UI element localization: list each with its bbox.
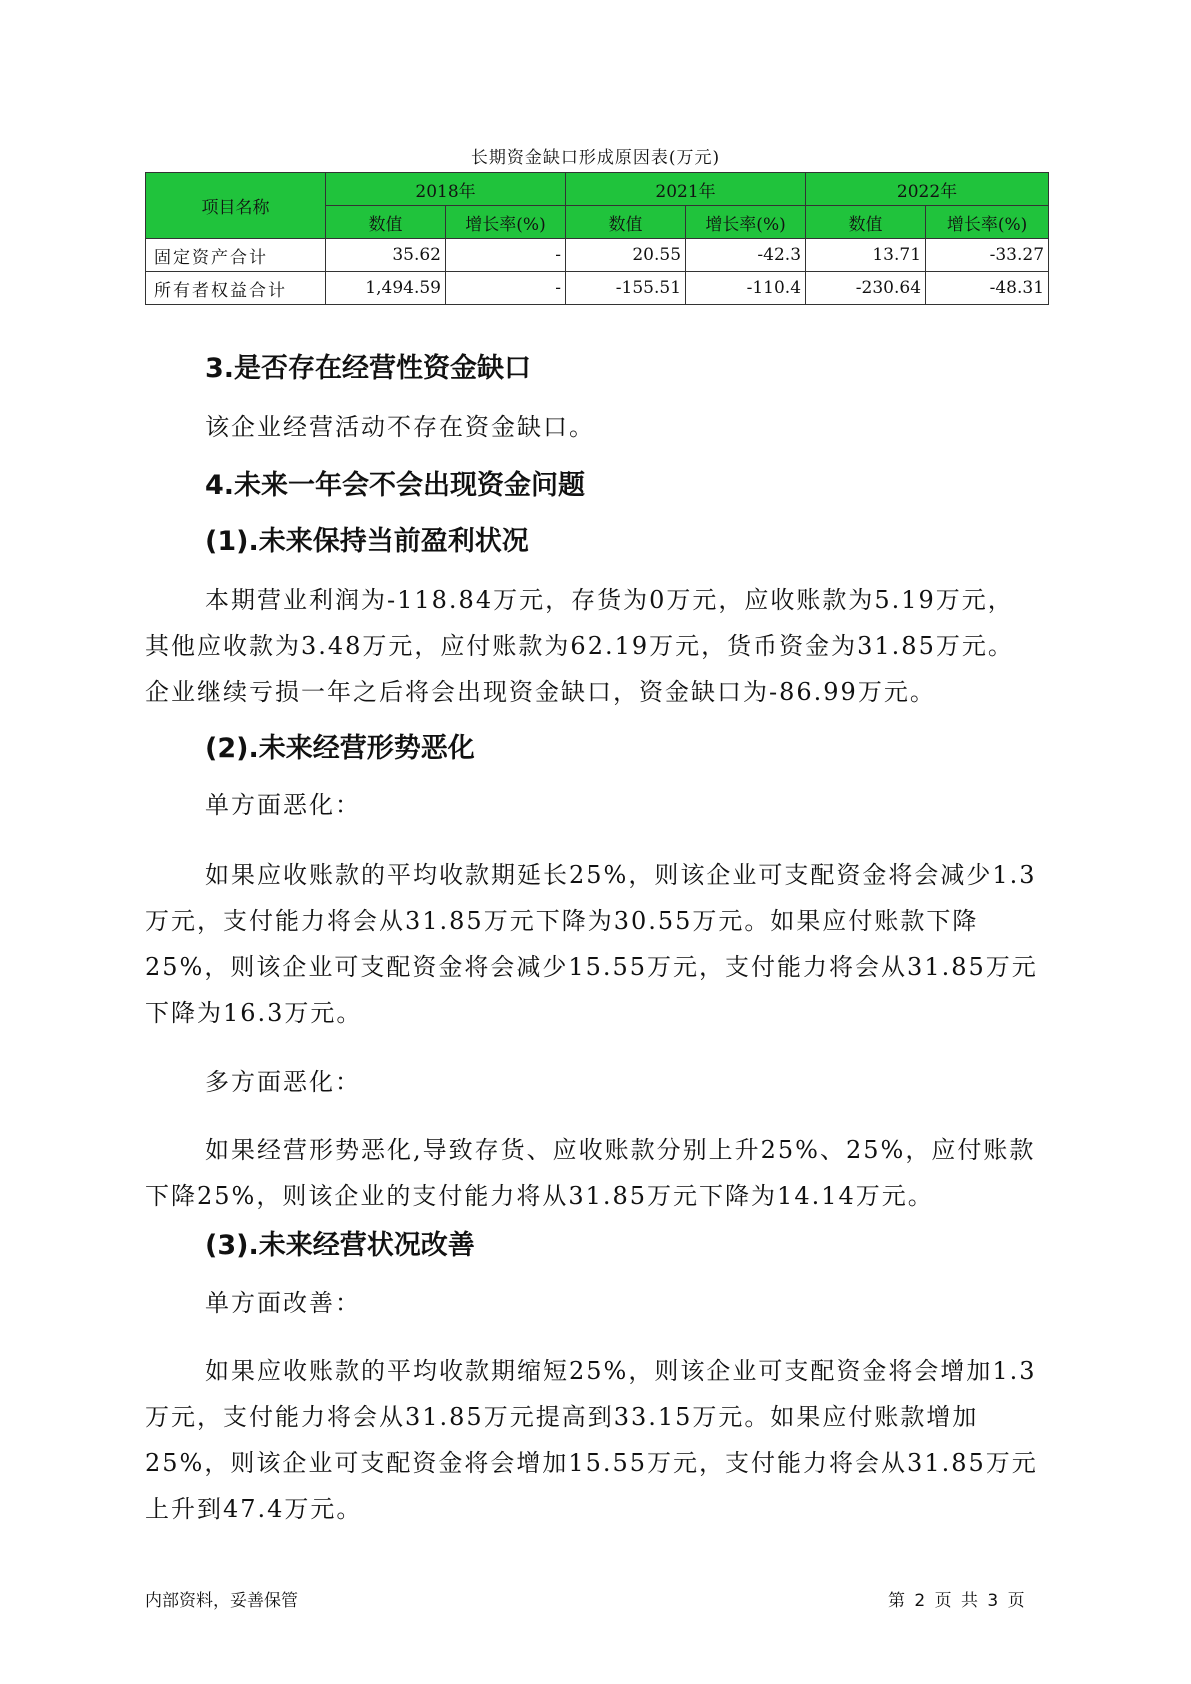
- growth-rate-header: 增长率(%): [926, 206, 1049, 239]
- subsection-heading: (1).未来保持当前盈利状况: [205, 526, 529, 557]
- table-cell: -110.4: [686, 272, 806, 305]
- paragraph: [145, 1348, 1038, 1532]
- paragraph: [145, 852, 1038, 1036]
- table-cell: -: [446, 272, 566, 305]
- paragraph-line: 如果应收账款的平均收款期延长25%，则该企业可支配资金将会减少1.3: [205, 861, 1037, 889]
- year-header: 2018年: [326, 173, 566, 206]
- value-header: 数值: [566, 206, 686, 239]
- paragraph-line: 单方面改善：: [205, 1289, 361, 1317]
- section-heading: 3.是否存在经营性资金缺口: [205, 353, 532, 384]
- paragraph-line: 单方面恶化：: [205, 791, 361, 819]
- growth-rate-header: 增长率(%): [686, 206, 806, 239]
- paragraph: [145, 1127, 1035, 1219]
- footer-confidential-note: 内部资料，妥善保管: [145, 1591, 298, 1611]
- paragraph-line: 下降为16.3万元。: [145, 999, 363, 1027]
- table-cell: 13.71: [806, 239, 926, 272]
- row-label: 固定资产合计: [146, 239, 326, 272]
- growth-rate-header: 增长率(%): [446, 206, 566, 239]
- row-label: 所有者权益合计: [146, 272, 326, 305]
- page-number: 第 2 页 共 3 页: [888, 1591, 1025, 1611]
- paragraph: [205, 404, 595, 450]
- item-name-header: 项目名称: [146, 173, 326, 239]
- paragraph: [205, 1280, 361, 1326]
- table-cell: -42.3: [686, 239, 806, 272]
- paragraph-line: 上升到47.4万元。: [145, 1495, 363, 1523]
- year-header: 2021年: [566, 173, 806, 206]
- paragraph-line: 多方面恶化：: [205, 1068, 361, 1096]
- subsection-heading: (3).未来经营状况改善: [205, 1230, 475, 1261]
- paragraph: [205, 1059, 361, 1105]
- paragraph-line: 其他应收款为3.48万元，应付账款为62.19万元，货币资金为31.85万元。: [145, 632, 1014, 660]
- paragraph-line: 25%，则该企业可支配资金将会减少15.55万元，支付能力将会从31.85万元: [145, 953, 1038, 981]
- value-header: 数值: [806, 206, 926, 239]
- paragraph-line: 万元，支付能力将会从31.85万元下降为30.55万元。如果应付账款下降: [145, 907, 979, 935]
- paragraph-line: 如果经营形势恶化,导致存货、应收账款分别上升25%、25%，应付账款: [205, 1136, 1036, 1164]
- paragraph-line: 如果应收账款的平均收款期缩短25%，则该企业可支配资金将会增加1.3: [205, 1357, 1037, 1385]
- table-row: [146, 239, 1049, 272]
- table-cell: -230.64: [806, 272, 926, 305]
- table-caption: 长期资金缺口形成原因表(万元): [470, 148, 721, 168]
- table-cell: -155.51: [566, 272, 686, 305]
- paragraph: [205, 782, 361, 828]
- table-header-row: [146, 173, 1049, 206]
- funding-gap-table: [145, 172, 1049, 305]
- paragraph-line: 该企业经营活动不存在资金缺口。: [205, 413, 595, 441]
- paragraph-line: 25%，则该企业可支配资金将会增加15.55万元，支付能力将会从31.85万元: [145, 1449, 1038, 1477]
- paragraph-line: 本期营业利润为-118.84万元，存货为0万元，应收账款为5.19万元，: [205, 586, 1014, 614]
- paragraph-line: 万元，支付能力将会从31.85万元提高到33.15万元。如果应付账款增加: [145, 1403, 979, 1431]
- table-cell: -: [446, 239, 566, 272]
- subsection-heading: (2).未来经营形势恶化: [205, 733, 475, 764]
- paragraph: [145, 577, 1014, 715]
- table-cell: -48.31: [926, 272, 1049, 305]
- table-row: [146, 272, 1049, 305]
- table-cell: -33.27: [926, 239, 1049, 272]
- section-heading: 4.未来一年会不会出现资金问题: [205, 470, 586, 501]
- value-header: 数值: [326, 206, 446, 239]
- year-header: 2022年: [806, 173, 1049, 206]
- paragraph-line: 下降25%，则该企业的支付能力将从31.85万元下降为14.14万元。: [145, 1182, 934, 1210]
- paragraph-line: 企业继续亏损一年之后将会出现资金缺口，资金缺口为-86.99万元。: [145, 678, 936, 706]
- table-cell: 1,494.59: [326, 272, 446, 305]
- table-cell: 20.55: [566, 239, 686, 272]
- table-cell: 35.62: [326, 239, 446, 272]
